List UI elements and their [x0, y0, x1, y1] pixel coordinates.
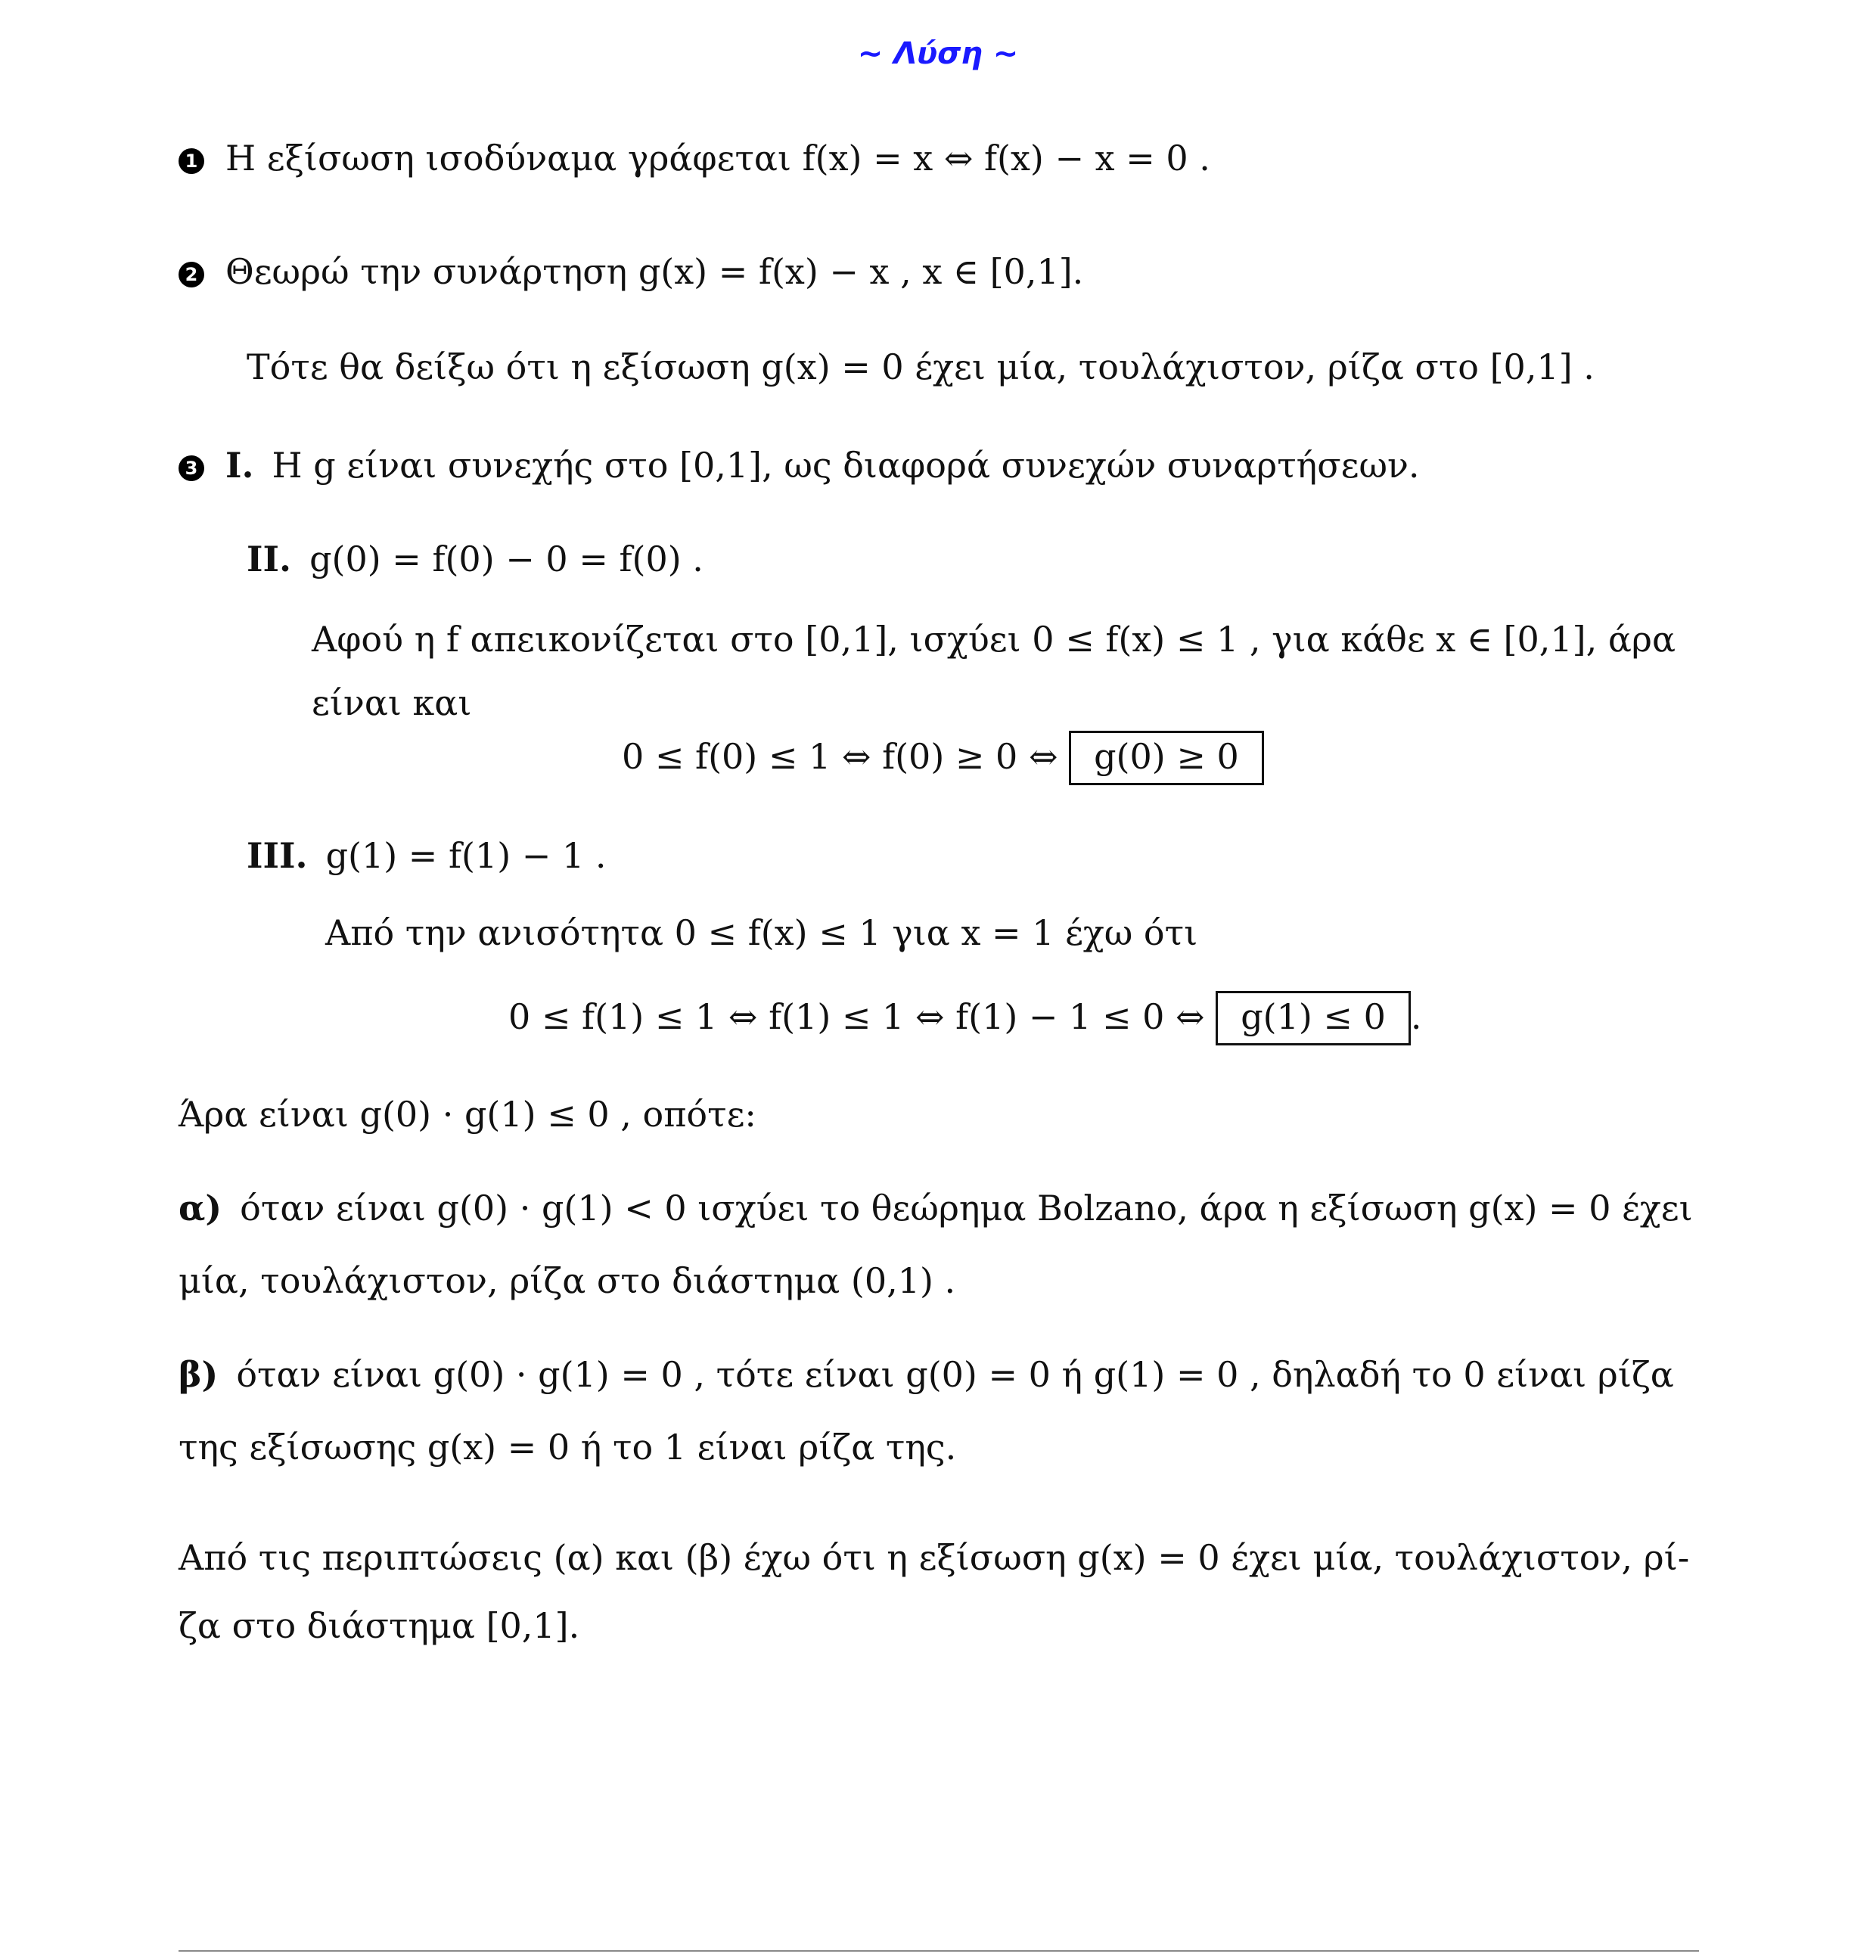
step-3-i	[179, 445, 1420, 486]
footer-divider	[179, 1950, 1699, 1952]
page-title: ~ Λύση ~	[857, 36, 1019, 71]
conclusion-line: Άρα είναι g(0) · g(1) ≤ 0 , οπότε:	[179, 1094, 756, 1135]
step-3-i-label: I.	[225, 445, 254, 486]
final-line-2: ζα στο διάστημα [0,1].	[179, 1605, 580, 1646]
step-3-ii-eq-text: 0 ≤ f(0) ≤ 1 ⇔ f(0) ≥ 0 ⇔	[622, 736, 1058, 777]
step-1-text: Η εξίσωση ισοδύναμα γράφεται f(x) = x ⇔ f(x) − x = 0 .	[225, 138, 1210, 179]
step-3-iii-equation	[508, 991, 1421, 1045]
final-line-1: Από τις περιπτώσεις (α) και (β) έχω ότι η εξίσωση g(x) = 0 έχει μία, τουλάχιστον, ρί-	[179, 1537, 1690, 1578]
case-a-text: όταν είναι g(0) · g(1) < 0 ισχύει το θεώρημα Bolzano, άρα η εξίσωση g(x) = 0 έχει	[240, 1188, 1693, 1228]
step-1-marker: 1	[179, 148, 204, 174]
step-3-iii	[247, 835, 607, 876]
step-3-iii-label: III.	[247, 835, 308, 876]
step-3-ii	[247, 539, 704, 579]
step-2	[179, 251, 1084, 292]
step-1	[179, 138, 1210, 179]
step-3-ii-equation	[622, 731, 1264, 785]
step-2-marker: 2	[179, 262, 204, 287]
step-3-ii-paragraph-1: Αφού η f απεικονίζεται στο [0,1], ισχύει 0 ≤ f(x) ≤ 1 , για κάθε x ∈ [0,1], άρα	[312, 619, 1676, 660]
case-a-text-2: μία, τουλάχιστον, ρίζα στο διάστημα (0,1) .	[179, 1260, 956, 1301]
step-3-ii-text: g(0) = f(0) − 0 = f(0) .	[309, 539, 704, 579]
step-2-text: Θεωρώ την συνάρτηση g(x) = f(x) − x , x ∈ [0,1].	[225, 251, 1084, 292]
boxed-result-g1: g(1) ≤ 0	[1216, 991, 1411, 1045]
step-3-marker: 3	[179, 455, 204, 481]
case-b-text-2: της εξίσωσης g(x) = 0 ή το 1 είναι ρίζα της.	[179, 1427, 957, 1468]
step-3-i-text: Η g είναι συνεχής στο [0,1], ως διαφορά συνεχών συναρτήσεων.	[272, 445, 1420, 486]
step-3-iii-end: .	[1410, 996, 1422, 1037]
case-a	[179, 1188, 1693, 1228]
case-a-label: α)	[179, 1188, 222, 1228]
boxed-result-g0: g(0) ≥ 0	[1069, 731, 1264, 785]
step-3-ii-paragraph-2: είναι και	[312, 682, 472, 723]
step-3-ii-label: II.	[247, 539, 292, 579]
step-2-line2: Τότε θα δείξω ότι η εξίσωση g(x) = 0 έχει μία, τουλάχιστον, ρίζα στο [0,1] .	[247, 346, 1595, 387]
case-b	[179, 1354, 1674, 1395]
step-3-iii-text: g(1) = f(1) − 1 .	[325, 835, 607, 876]
step-3-iii-eq-text: 0 ≤ f(1) ≤ 1 ⇔ f(1) ≤ 1 ⇔ f(1) − 1 ≤ 0 ⇔	[508, 996, 1205, 1037]
step-3-iii-paragraph: Από την ανισότητα 0 ≤ f(x) ≤ 1 για x = 1 έχω ότι	[325, 912, 1198, 953]
case-b-label: β)	[179, 1354, 219, 1395]
case-b-text: όταν είναι g(0) · g(1) = 0 , τότε είναι g(0) = 0 ή g(1) = 0 , δηλαδή το 0 είναι ρίζα	[236, 1354, 1674, 1395]
